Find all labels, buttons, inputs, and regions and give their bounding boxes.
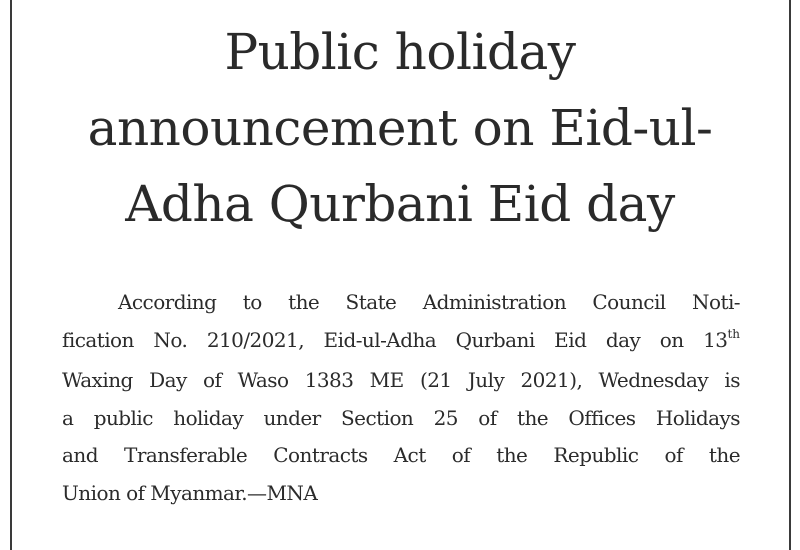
ordinal-suffix: th (727, 326, 740, 341)
article-line-5: and Transferable Contracts Act of the Republic of the (62, 443, 740, 467)
article-line-2 (62, 322, 740, 363)
column-rule-left (10, 0, 12, 550)
article-line-1: According to the State Administration Council Noti- (118, 290, 740, 314)
column-rule-right (789, 0, 791, 550)
headline-line-1: Public holiday (224, 23, 576, 81)
headline-line-2: announcement on Eid-ul- (87, 99, 713, 157)
article-line-4: a public holiday under Section 25 of the Offices Holidays (62, 405, 740, 430)
article-line-3: Waxing Day of Waso 1383 ME (21 July 2021), Wednesday is (62, 368, 740, 392)
headline (40, 14, 760, 242)
article-body (62, 284, 740, 512)
article-line-6: Union of Myanmar.—MNA (62, 480, 318, 505)
article-line-2-text: fication No. 210/2021, Eid-ul-Adha Qurbani Eid day on 13 (62, 327, 728, 352)
headline-line-3: Adha Qurbani Eid day (125, 175, 675, 233)
